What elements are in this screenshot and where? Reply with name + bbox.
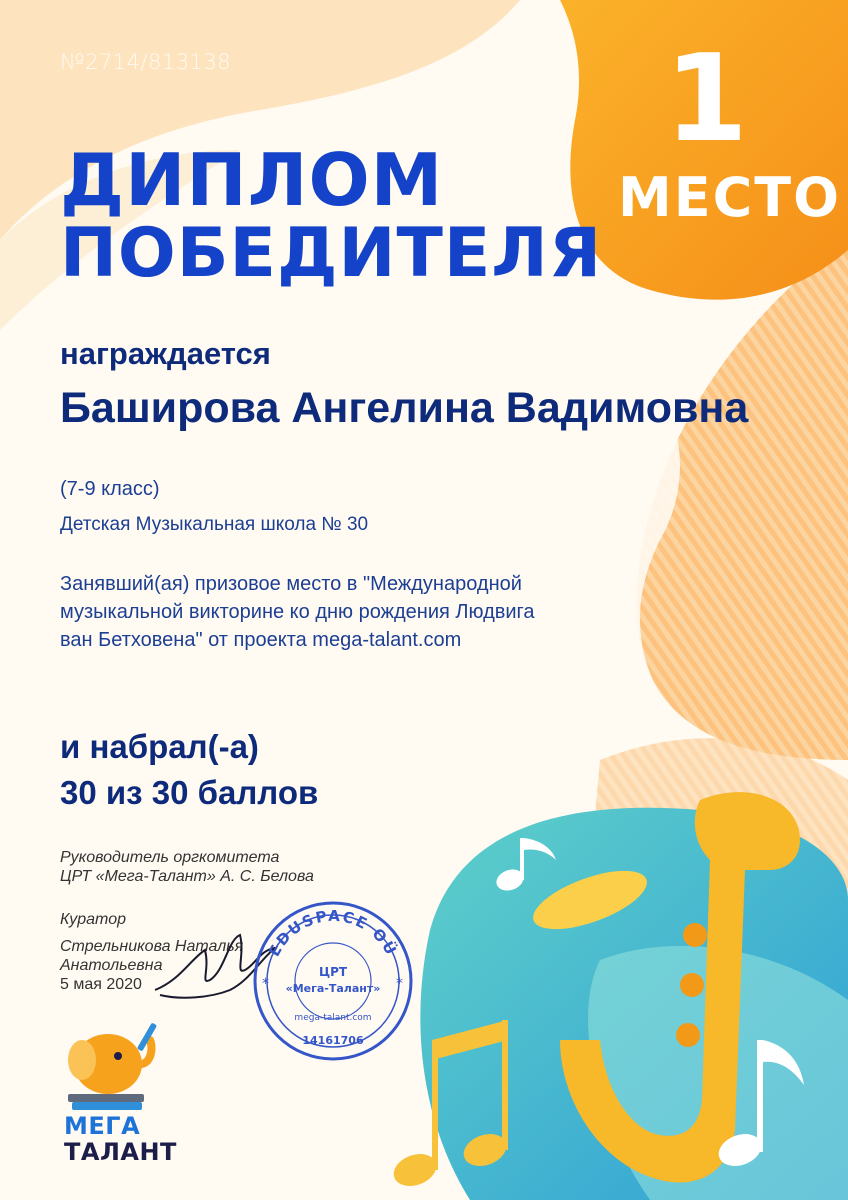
place-word: МЕСТО	[618, 166, 841, 229]
curator-patronymic: Анатольевна	[60, 957, 163, 974]
stamp-icon	[250, 898, 416, 1064]
chair-title: Руководитель оргкомитета	[60, 849, 280, 866]
curator-title: Куратор	[60, 911, 126, 928]
svg-text:EDUSPACE OÜ	[265, 907, 402, 960]
issue-date: 5 мая 2020	[60, 976, 142, 993]
logo-word-talant: ТАЛАНТ	[64, 1138, 177, 1166]
svg-text:*: *	[262, 976, 269, 992]
score-value: 30 из 30 баллов	[60, 774, 319, 811]
description-line: музыкальной викторине ко дню рождения Людвига	[60, 601, 535, 623]
recipient-name: Баширова Ангелина Вадимовна	[60, 384, 749, 432]
stamp-center-line1: ЦРТ	[318, 965, 348, 979]
chair-signature-block	[60, 848, 314, 886]
awarded-label: награждается	[60, 336, 271, 371]
stamp-top-text: EDUSPACE OÜ	[265, 906, 401, 960]
description-line: ван Бетховена" от проекта mega-talant.com	[60, 629, 462, 651]
stamp-number: 14161706	[302, 1034, 364, 1047]
award-description	[60, 570, 620, 654]
score-label: и набрал(-а)	[60, 728, 259, 765]
stamp-center-line2: «Мега-Талант»	[285, 982, 381, 995]
svg-text:*: *	[396, 976, 403, 992]
diploma-title-line1: ДИПЛОМ	[60, 138, 444, 222]
stamp-site: mega-talant.com	[294, 1013, 372, 1023]
diploma-title-line2: ПОБЕДИТЕЛЯ	[60, 214, 603, 293]
description-line: Занявший(ая) призовое место в "Международной	[60, 573, 522, 595]
grade-label: (7-9 класс)	[60, 478, 160, 500]
logo-word-mega: МЕГА	[64, 1112, 141, 1140]
place-number: 1	[664, 30, 748, 169]
curator-name: Стрельникова Наталья	[60, 938, 244, 955]
school-name: Детская Музыкальная школа № 30	[60, 514, 369, 535]
chair-name: ЦРТ «Мега-Талант» А. С. Белова	[60, 868, 314, 885]
diploma-serial-number: №2714/813138	[60, 50, 232, 74]
